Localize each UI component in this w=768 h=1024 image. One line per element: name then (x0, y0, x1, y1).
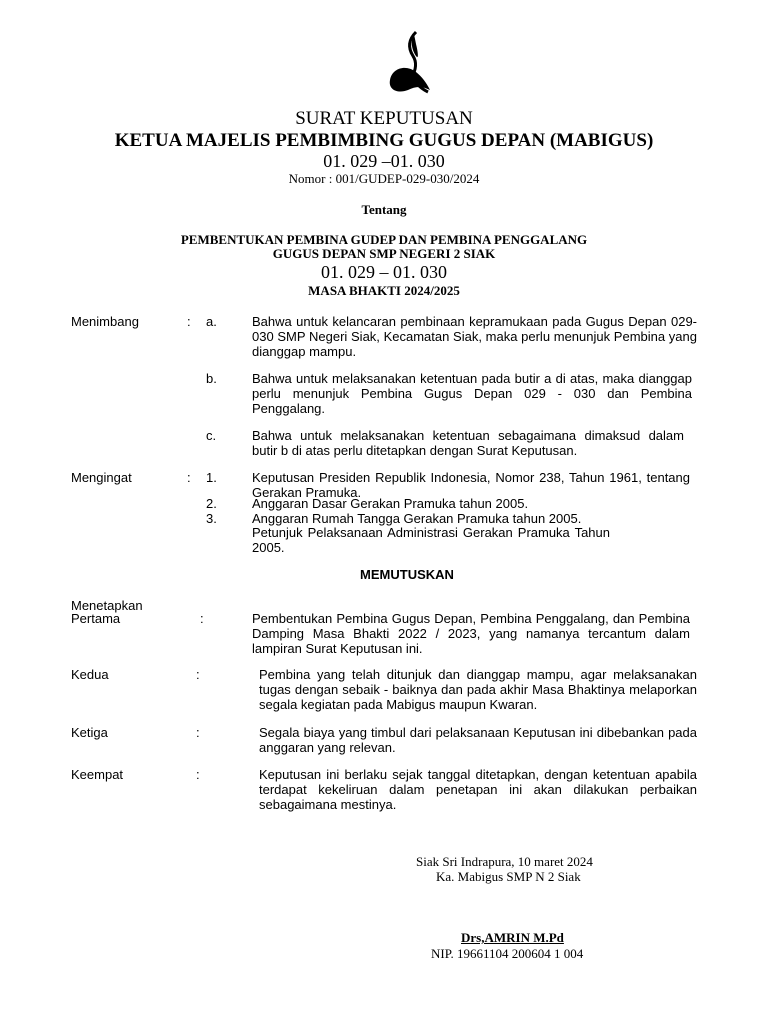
signature-nip: NIP. 19661104 200604 1 004 (431, 946, 584, 961)
ketiga-label: Ketiga (71, 725, 108, 740)
mengingat-mark-2: 2. (206, 496, 217, 511)
tunas-kelapa-logo-icon (386, 30, 432, 94)
menimbang-mark-b: b. (206, 371, 217, 386)
menetapkan-label: Menetapkan (71, 598, 143, 613)
mengingat-mark-1: 1. (206, 470, 217, 485)
mengingat-item-2: Anggaran Dasar Gerakan Pramuka tahun 2005. (252, 496, 529, 511)
mengingat-mark-3: 3. (206, 511, 217, 526)
menimbang-mark-a: a. (206, 314, 217, 329)
ketiga-text: Segala biaya yang timbul dari pelaksanaan Keputusan ini dibebankan pada anggaran yang relevan. (259, 725, 697, 755)
subject-line-3: 01. 029 – 01. 030 (321, 262, 447, 282)
keempat-label: Keempat (71, 767, 124, 782)
doc-nomor: Nomor : 001/GUDEP-029-030/2024 (288, 171, 480, 186)
pertama-label: Pertama (71, 611, 121, 626)
signature-name: Drs,AMRIN M.Pd (461, 930, 564, 945)
doc-subtitle: KETUA MAJELIS PEMBIMBING GUGUS DEPAN (MABIGUS) (114, 130, 654, 151)
kedua-text: Pembina yang telah ditunjuk dan dianggap mampu, agar melaksanakan tugas dengan sebaik - baiknya dan pada akhir Masa Bhaktinya melaporkan segala kegiatan pada Mabigus maupun Kwaran. (259, 667, 697, 712)
keempat-colon: : (196, 767, 200, 782)
masa-bhakti: MASA BHAKTI 2024/2025 (308, 283, 460, 298)
mengingat-label: Mengingat (71, 470, 132, 485)
tentang-label: Tentang (361, 202, 407, 217)
menimbang-item-b: Bahwa untuk melaksanakan ketentuan pada butir a di atas, maka dianggap perlu menunjuk Pembina Gugus Depan 029 - 030 dan Pembina Penggalang. (252, 371, 692, 416)
doc-title: SURAT KEPUTUSAN (295, 108, 473, 129)
mengingat-item-4: Petunjuk Pelaksanaan Administrasi Gerakan Pramuka Tahun 2005. (252, 525, 610, 555)
memutuskan-heading: MEMUTUSKAN (360, 567, 454, 582)
gudep-number: 01. 029 –01. 030 (323, 151, 445, 171)
mengingat-item-1: Keputusan Presiden Republik Indonesia, Nomor 238, Tahun 1961, tentang Gerakan Pramuka. (252, 470, 690, 500)
kedua-colon: : (196, 667, 200, 682)
mengingat-item-3: Anggaran Rumah Tangga Gerakan Pramuka tahun 2005. (252, 511, 582, 526)
menimbang-label: Menimbang (71, 314, 139, 329)
signature-place-date: Siak Sri Indrapura, 10 maret 2024 (416, 854, 593, 869)
menimbang-item-a: Bahwa untuk kelancaran pembinaan kepramukaan pada Gugus Depan 029-030 SMP Negeri Siak, Kecamatan Siak, maka perlu menunjuk Pembina yang dianggap mampu. (252, 314, 697, 359)
pertama-text: Pembentukan Pembina Gugus Depan, Pembina Penggalang, dan Pembina Damping Masa Bhakti 2022 / 2023, yang namanya tercantum dalam lampiran Surat Keputusan ini. (252, 611, 690, 656)
signature-position: Ka. Mabigus SMP N 2 Siak (436, 869, 581, 884)
keempat-text: Keputusan ini berlaku sejak tanggal ditetapkan, dengan ketentuan apabila terdapat kekeliruan dalam penetapan ini akan dilakukan perbaikan sebagaimana mestinya. (259, 767, 697, 812)
kedua-label: Kedua (71, 667, 109, 682)
pertama-colon: : (200, 611, 204, 626)
subject-line-1: PEMBENTUKAN PEMBINA GUDEP DAN PEMBINA PENGGALANG (180, 232, 588, 247)
menimbang-colon: : (187, 314, 191, 329)
menimbang-mark-c: c. (206, 428, 217, 443)
mengingat-colon: : (187, 470, 191, 485)
subject-line-2: GUGUS DEPAN SMP NEGERI 2 SIAK (272, 246, 496, 261)
ketiga-colon: : (196, 725, 200, 740)
menimbang-item-c: Bahwa untuk melaksanakan ketentuan sebagaimana dimaksud dalam butir b di atas perlu ditetapkan dengan Surat Keputusan. (252, 428, 684, 458)
